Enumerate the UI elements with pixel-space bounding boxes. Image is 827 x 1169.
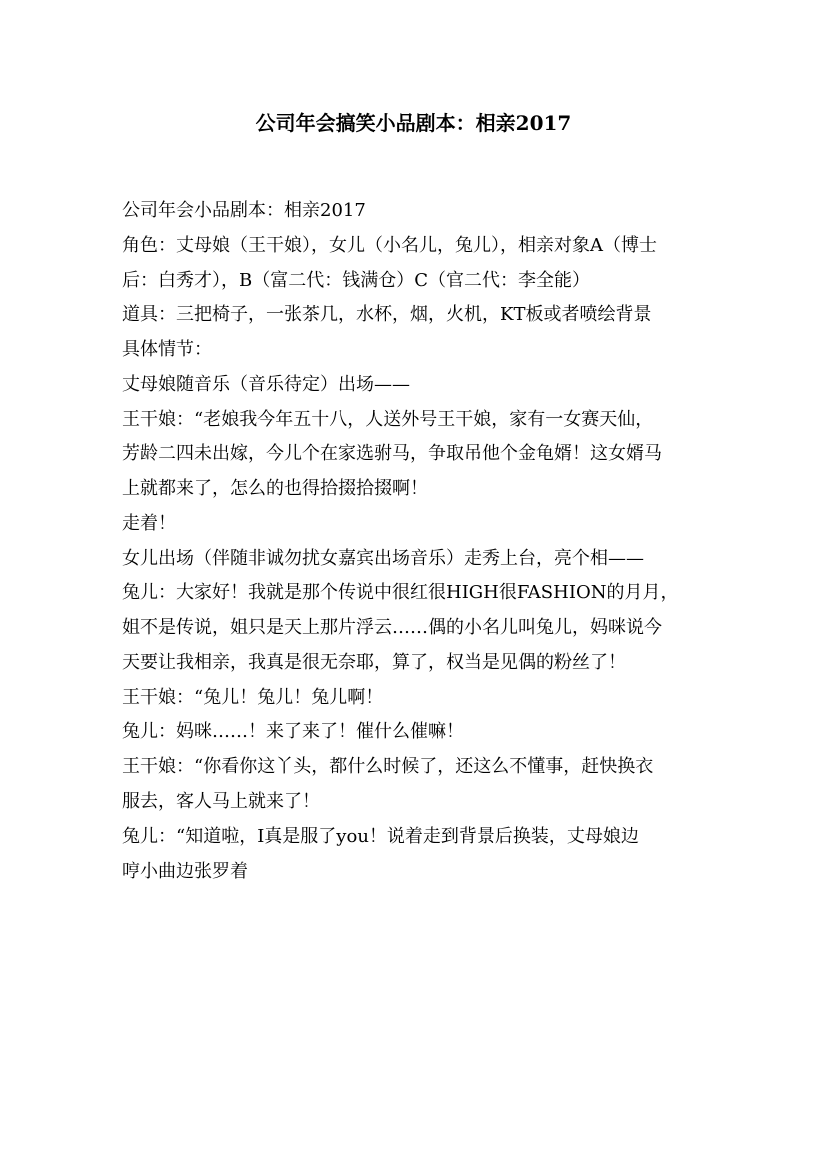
body-line: 哼小曲边张罗着 <box>122 860 248 882</box>
body-line: 芳龄二四未出嫁，今儿个在家选驸马，争取吊他个金龟婿！这女婿马 <box>122 443 662 465</box>
body-line: 兔儿：妈咪……！来了来了！催什么催嘛！ <box>122 721 464 743</box>
body-line: 女儿出场（伴随非诚勿扰女嘉宾出场音乐）走秀上台，亮个相—— <box>122 547 644 569</box>
body-line: 公司年会小品剧本：相亲2017 <box>122 200 366 221</box>
body-line: 姐不是传说，姐只是天上那片浮云……偶的小名儿叫兔儿，妈咪说今 <box>122 617 662 639</box>
body-line: 服去，客人马上就来了！ <box>122 791 320 813</box>
body-line: 王干娘：“兔儿！兔儿！兔儿啊！ <box>122 686 384 708</box>
body-line: 兔儿：“知道啦，I真是服了you！说着走到背景后换装，丈母娘边 <box>122 825 639 847</box>
body-line: 道具：三把椅子，一张茶几，水杯，烟，火机，KT板或者喷绘背景 <box>122 304 652 326</box>
body-line: 丈母娘随音乐（音乐待定）出场—— <box>122 373 410 395</box>
body-line: 兔儿：大家好！我就是那个传说中很红很HIGH很FASHION的月月， <box>122 582 679 604</box>
body-line: 天要让我相亲，我真是很无奈耶，算了，权当是见偶的粉丝了！ <box>122 651 626 673</box>
body-line: 王干娘：“老娘我今年五十八，人送外号王干娘，家有一女赛天仙， <box>122 408 654 430</box>
body-line: 角色：丈母娘（王干娘），女儿（小名儿，兔儿），相亲对象A（博士 <box>122 234 657 256</box>
document-body <box>122 194 722 889</box>
body-line: 王干娘：“你看你这丫头，都什么时候了，还这么不懂事，赶快换衣 <box>122 756 654 778</box>
body-line: 走着！ <box>122 512 176 534</box>
body-line: 后：白秀才），B（富二代：钱满仓）C（官二代：李全能） <box>122 269 590 291</box>
document-title: 公司年会搞笑小品剧本：相亲2017 <box>255 111 572 135</box>
body-line: 上就都来了，怎么的也得拾掇拾掇啊！ <box>122 478 428 500</box>
body-line: 具体情节： <box>122 339 212 361</box>
